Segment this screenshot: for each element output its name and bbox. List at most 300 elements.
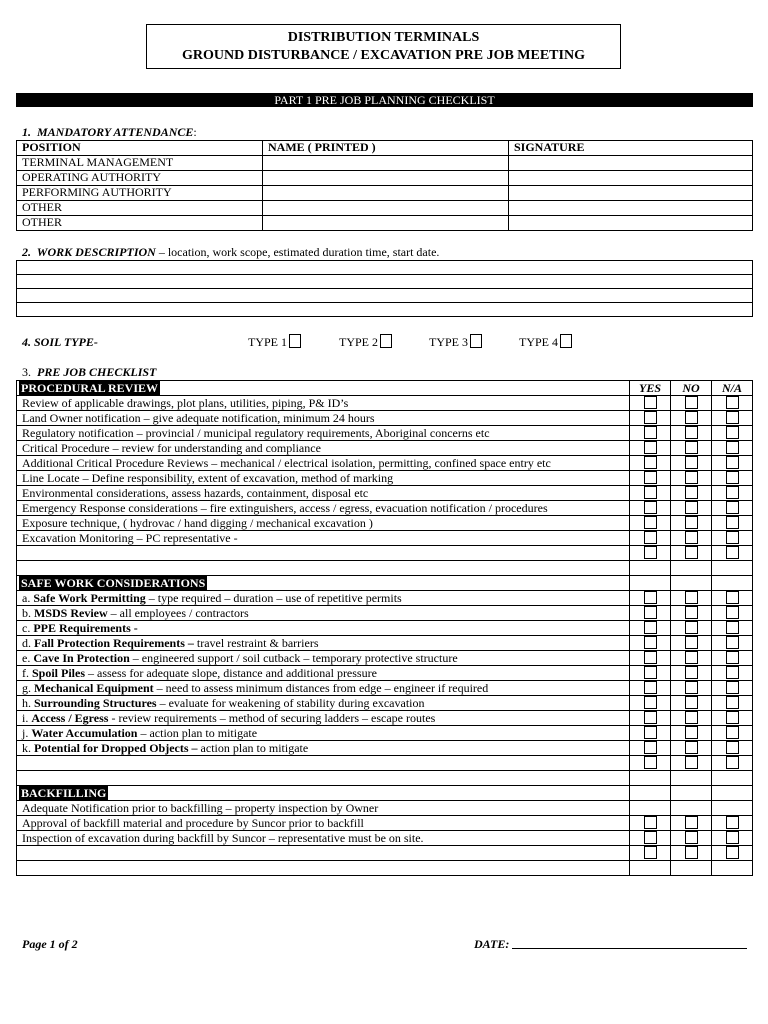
- na-cell: [712, 741, 753, 756]
- yes-cell: [630, 831, 671, 846]
- yes-checkbox[interactable]: [644, 516, 657, 529]
- work-description-title: WORK DESCRIPTION: [36, 245, 156, 259]
- na-checkbox[interactable]: [726, 636, 739, 649]
- yes-cell: [630, 456, 671, 471]
- checklist-item-label: [17, 681, 630, 696]
- no-checkbox[interactable]: [685, 411, 698, 424]
- col-name: NAME ( PRINTED ): [263, 141, 509, 156]
- form-title-line1: DISTRIBUTION TERMINALS: [287, 30, 480, 45]
- name-field[interactable]: [263, 156, 509, 171]
- item-prefix: d.: [22, 636, 34, 650]
- checklist-section-row: [17, 786, 753, 801]
- checklist-item-label: Exposure technique, ( hydrovac / hand digging / mechanical excavation ): [17, 516, 630, 531]
- no-cell: [671, 396, 712, 411]
- yes-cell: [630, 726, 671, 741]
- yes-checkbox[interactable]: [644, 666, 657, 679]
- yes-checkbox[interactable]: [644, 681, 657, 694]
- na-cell: [712, 426, 753, 441]
- work-description-line[interactable]: [17, 261, 753, 275]
- no-checkbox[interactable]: [685, 621, 698, 634]
- checklist-title: PRE JOB CHECKLIST: [37, 365, 157, 379]
- no-checkbox[interactable]: [685, 711, 698, 724]
- item-prefix: f.: [22, 666, 32, 680]
- soil-type-option-3[interactable]: [429, 334, 482, 350]
- yes-checkbox[interactable]: [644, 501, 657, 514]
- na-checkbox[interactable]: [726, 666, 739, 679]
- yes-checkbox[interactable]: [644, 486, 657, 499]
- soil-type-option-label: TYPE 3: [429, 335, 468, 349]
- form-title-line2: GROUND DISTURBANCE / EXCAVATION PRE JOB MEETING: [182, 48, 585, 63]
- work-description-table: [16, 260, 753, 317]
- na-cell: [712, 576, 753, 591]
- no-cell: [671, 411, 712, 426]
- col-na: N/A: [712, 381, 753, 396]
- no-checkbox[interactable]: [685, 516, 698, 529]
- checklist-item-label: Regulatory notification – provincial / municipal regulatory requirements, Aboriginal concerns etc: [17, 426, 630, 441]
- no-cell: [671, 831, 712, 846]
- no-cell: [671, 741, 712, 756]
- na-cell: [712, 816, 753, 831]
- work-description-line[interactable]: [17, 289, 753, 303]
- yes-cell: [630, 651, 671, 666]
- checklist-item-label: Adequate Notification prior to backfilling – property inspection by Owner: [17, 801, 630, 816]
- yes-cell: [630, 801, 671, 816]
- yes-checkbox[interactable]: [644, 471, 657, 484]
- na-checkbox[interactable]: [726, 681, 739, 694]
- checklist-item-label: Land Owner notification – give adequate notification, minimum 24 hours: [17, 411, 630, 426]
- item-bold-text: Fall Protection Requirements –: [34, 636, 194, 650]
- signature-field[interactable]: [509, 216, 753, 231]
- form-title-box: [146, 24, 621, 69]
- no-cell: [671, 846, 712, 861]
- no-checkbox[interactable]: [685, 741, 698, 754]
- checklist-spacer-row: [17, 561, 753, 576]
- yes-checkbox[interactable]: [644, 711, 657, 724]
- yes-checkbox[interactable]: [644, 606, 657, 619]
- checklist-item-label: [17, 606, 630, 621]
- yes-cell: [630, 621, 671, 636]
- work-description-line[interactable]: [17, 303, 753, 317]
- na-cell: [712, 501, 753, 516]
- checklist-item-row: [17, 456, 753, 471]
- na-checkbox[interactable]: [726, 711, 739, 724]
- no-checkbox[interactable]: [685, 696, 698, 709]
- na-cell: [712, 711, 753, 726]
- yes-checkbox[interactable]: [644, 696, 657, 709]
- yes-cell: [630, 591, 671, 606]
- yes-checkbox[interactable]: [644, 426, 657, 439]
- na-cell: [712, 831, 753, 846]
- checklist-item-label: [17, 666, 630, 681]
- item-bold-text: Access / Egress: [31, 711, 109, 725]
- na-checkbox[interactable]: [726, 546, 739, 559]
- checklist-section-row: [17, 381, 753, 396]
- no-cell: [671, 546, 712, 561]
- section-title-cell: [17, 576, 630, 591]
- checklist-item-row: [17, 651, 753, 666]
- yes-cell: [630, 471, 671, 486]
- checklist-item-label: [17, 636, 630, 651]
- no-checkbox[interactable]: [685, 726, 698, 739]
- name-field[interactable]: [263, 216, 509, 231]
- soil-type-row: [22, 334, 752, 350]
- no-checkbox[interactable]: [685, 816, 698, 829]
- attendance-title: MANDATORY ATTENDANCE: [37, 125, 194, 139]
- checklist-item-row: [17, 396, 753, 411]
- na-cell: [712, 486, 753, 501]
- no-checkbox[interactable]: [685, 756, 698, 769]
- na-cell: [712, 591, 753, 606]
- na-checkbox[interactable]: [726, 531, 739, 544]
- name-field[interactable]: [263, 201, 509, 216]
- spacer-cell: [17, 771, 630, 786]
- checklist-item-row: [17, 621, 753, 636]
- no-cell: [671, 816, 712, 831]
- na-cell: [712, 666, 753, 681]
- yes-cell: [630, 816, 671, 831]
- checklist-spacer-row: [17, 771, 753, 786]
- na-checkbox[interactable]: [726, 831, 739, 844]
- na-cell: [712, 801, 753, 816]
- yes-checkbox[interactable]: [644, 726, 657, 739]
- soil-type-option-4[interactable]: [519, 334, 572, 350]
- blank-cell: [17, 861, 630, 876]
- no-cell: [671, 666, 712, 681]
- na-cell: [712, 411, 753, 426]
- yes-checkbox[interactable]: [644, 411, 657, 424]
- yes-cell: [630, 606, 671, 621]
- na-checkbox[interactable]: [726, 756, 739, 769]
- no-cell: [671, 771, 712, 786]
- checklist-item-row: [17, 531, 753, 546]
- na-cell: [712, 546, 753, 561]
- na-checkbox[interactable]: [726, 501, 739, 514]
- name-field[interactable]: [263, 171, 509, 186]
- checkbox[interactable]: [380, 334, 392, 348]
- soil-type-option-2[interactable]: [339, 334, 392, 350]
- checklist-number: 3.: [22, 365, 31, 379]
- no-checkbox[interactable]: [685, 606, 698, 619]
- checkbox[interactable]: [289, 334, 301, 348]
- item-bold-text: Water Accumulation: [31, 726, 138, 740]
- checklist-item-row: [17, 606, 753, 621]
- section-title: BACKFILLING: [17, 786, 108, 800]
- na-cell: [712, 396, 753, 411]
- na-cell: [712, 786, 753, 801]
- attendance-colon: :: [193, 125, 197, 139]
- item-rest-text: – engineered support / soil cutback – temporary protective structure: [129, 651, 458, 665]
- checklist-item-label: Additional Critical Procedure Reviews – mechanical / electrical isolation, permitting, confined space entry etc: [17, 456, 630, 471]
- date-label: DATE:: [474, 937, 510, 951]
- work-description-number: 2.: [22, 245, 31, 259]
- no-cell: [671, 561, 712, 576]
- item-rest-text: – assess for adequate slope, distance and additional pressure: [85, 666, 377, 680]
- checklist-item-label: [17, 651, 630, 666]
- spacer-cell: [17, 561, 630, 576]
- na-checkbox[interactable]: [726, 741, 739, 754]
- section-title-cell: [17, 786, 630, 801]
- checklist-item-row: [17, 726, 753, 741]
- no-cell: [671, 531, 712, 546]
- yes-checkbox[interactable]: [644, 846, 657, 859]
- no-cell: [671, 456, 712, 471]
- checklist-item-row: [17, 636, 753, 651]
- signature-field[interactable]: [509, 201, 753, 216]
- col-no: NO: [671, 381, 712, 396]
- yes-checkbox[interactable]: [644, 396, 657, 409]
- na-cell: [712, 516, 753, 531]
- no-checkbox[interactable]: [685, 681, 698, 694]
- na-cell: [712, 606, 753, 621]
- soil-type-option-label: TYPE 2: [339, 335, 378, 349]
- checklist-item-row: [17, 816, 753, 831]
- na-checkbox[interactable]: [726, 696, 739, 709]
- no-cell: [671, 756, 712, 771]
- item-bold-text: PPE Requirements -: [33, 621, 138, 635]
- na-checkbox[interactable]: [726, 411, 739, 424]
- na-cell: [712, 696, 753, 711]
- no-checkbox[interactable]: [685, 531, 698, 544]
- yes-cell: [630, 681, 671, 696]
- na-checkbox[interactable]: [726, 441, 739, 454]
- attendance-row: [17, 171, 753, 186]
- signature-field[interactable]: [509, 171, 753, 186]
- yes-checkbox[interactable]: [644, 546, 657, 559]
- na-cell: [712, 861, 753, 876]
- item-rest-text: - review requirements – method of securing ladders – escape routes: [108, 711, 436, 725]
- soil-type-label: 4. SOIL TYPE-: [22, 335, 98, 349]
- attendance-row: [17, 156, 753, 171]
- yes-cell: [630, 411, 671, 426]
- item-prefix: k.: [22, 741, 34, 755]
- no-cell: [671, 621, 712, 636]
- yes-cell: [630, 861, 671, 876]
- checklist-blank-row: [17, 546, 753, 561]
- checklist-item-label: Emergency Response considerations – fire extinguishers, access / egress, evacuation notification / procedures: [17, 501, 630, 516]
- item-prefix: b.: [22, 606, 34, 620]
- no-checkbox[interactable]: [685, 471, 698, 484]
- checklist-item-label: Excavation Monitoring – PC representative -: [17, 531, 630, 546]
- signature-field[interactable]: [509, 186, 753, 201]
- checklist-item-row: [17, 696, 753, 711]
- attendance-header-row: [17, 141, 753, 156]
- yes-checkbox[interactable]: [644, 831, 657, 844]
- item-bold-text: Spoil Piles: [32, 666, 86, 680]
- na-checkbox[interactable]: [726, 816, 739, 829]
- checkbox[interactable]: [470, 334, 482, 348]
- attendance-position: TERMINAL MANAGEMENT: [17, 156, 263, 171]
- na-checkbox[interactable]: [726, 621, 739, 634]
- item-rest-text: – all employees / contractors: [107, 606, 249, 620]
- col-position: POSITION: [17, 141, 263, 156]
- checklist-item-label: Inspection of excavation during backfill by Suncor – representative must be on site.: [17, 831, 630, 846]
- soil-type-option-label: TYPE 4: [519, 335, 558, 349]
- soil-type-option-1[interactable]: [248, 334, 301, 350]
- checklist-item-label: Line Locate – Define responsibility, extent of excavation, method of marking: [17, 471, 630, 486]
- na-checkbox[interactable]: [726, 516, 739, 529]
- no-checkbox[interactable]: [685, 651, 698, 664]
- checklist-blank-row: [17, 861, 753, 876]
- no-cell: [671, 441, 712, 456]
- yes-checkbox[interactable]: [644, 456, 657, 469]
- checklist-item-label: [17, 591, 630, 606]
- yes-checkbox[interactable]: [644, 636, 657, 649]
- na-checkbox[interactable]: [726, 846, 739, 859]
- checklist-item-row: [17, 411, 753, 426]
- item-bold-text: Potential for Dropped Objects –: [34, 741, 198, 755]
- item-prefix: a.: [22, 591, 34, 605]
- no-cell: [671, 726, 712, 741]
- item-rest-text: – need to assess minimum distances from edge – engineer if required: [153, 681, 489, 695]
- na-checkbox[interactable]: [726, 471, 739, 484]
- no-cell: [671, 501, 712, 516]
- section-title: SAFE WORK CONSIDERATIONS: [17, 576, 207, 590]
- work-description-heading: [22, 245, 439, 259]
- na-cell: [712, 681, 753, 696]
- checklist-item-label: [17, 696, 630, 711]
- no-cell: [671, 861, 712, 876]
- no-cell: [671, 576, 712, 591]
- yes-cell: [630, 771, 671, 786]
- pre-job-checklist-table: [16, 380, 753, 876]
- na-checkbox[interactable]: [726, 726, 739, 739]
- item-bold-text: Cave In Protection: [33, 651, 130, 665]
- no-checkbox[interactable]: [685, 666, 698, 679]
- yes-cell: [630, 561, 671, 576]
- checklist-item-row: [17, 831, 753, 846]
- no-checkbox[interactable]: [685, 426, 698, 439]
- item-rest-text: – evaluate for weakening of stability during excavation: [156, 696, 425, 710]
- checklist-item-row: [17, 516, 753, 531]
- no-cell: [671, 801, 712, 816]
- checklist-item-row: [17, 486, 753, 501]
- checklist-item-label: Approval of backfill material and procedure by Suncor prior to backfill: [17, 816, 630, 831]
- work-description-line[interactable]: [17, 275, 753, 289]
- no-cell: [671, 681, 712, 696]
- na-checkbox[interactable]: [726, 456, 739, 469]
- checklist-blank-row: [17, 756, 753, 771]
- date-field[interactable]: [512, 948, 747, 949]
- no-checkbox[interactable]: [685, 456, 698, 469]
- attendance-position: OTHER: [17, 216, 263, 231]
- attendance-row: [17, 201, 753, 216]
- na-checkbox[interactable]: [726, 396, 739, 409]
- na-cell: [712, 726, 753, 741]
- checklist-item-label: Environmental considerations, assess hazards, containment, disposal etc: [17, 486, 630, 501]
- yes-checkbox[interactable]: [644, 756, 657, 769]
- yes-checkbox[interactable]: [644, 621, 657, 634]
- attendance-row: [17, 216, 753, 231]
- checklist-item-label: [17, 741, 630, 756]
- blank-cell: [17, 846, 630, 861]
- na-checkbox[interactable]: [726, 426, 739, 439]
- checklist-item-row: [17, 741, 753, 756]
- item-bold-text: Surrounding Structures: [34, 696, 157, 710]
- yes-checkbox[interactable]: [644, 441, 657, 454]
- no-cell: [671, 606, 712, 621]
- page-number: Page 1 of 2: [22, 937, 78, 951]
- na-cell: [712, 471, 753, 486]
- na-cell: [712, 846, 753, 861]
- blank-cell: [17, 756, 630, 771]
- no-cell: [671, 486, 712, 501]
- checklist-item-label: [17, 621, 630, 636]
- no-checkbox[interactable]: [685, 441, 698, 454]
- section-title-cell: [17, 381, 630, 396]
- item-prefix: h.: [22, 696, 34, 710]
- item-rest-text: – action plan to mitigate: [137, 726, 258, 740]
- checklist-item-label: Review of applicable drawings, plot plans, utilities, piping, P& ID’s: [17, 396, 630, 411]
- item-bold-text: MSDS Review: [34, 606, 108, 620]
- checklist-item-label: Critical Procedure – review for understanding and compliance: [17, 441, 630, 456]
- no-checkbox[interactable]: [685, 546, 698, 559]
- item-prefix: e.: [22, 651, 34, 665]
- checklist-item-label: [17, 711, 630, 726]
- checklist-section-row: [17, 576, 753, 591]
- no-cell: [671, 426, 712, 441]
- attendance-position: PERFORMING AUTHORITY: [17, 186, 263, 201]
- no-cell: [671, 636, 712, 651]
- no-checkbox[interactable]: [685, 396, 698, 409]
- item-rest-text: action plan to mitigate: [197, 741, 309, 755]
- signature-field[interactable]: [509, 156, 753, 171]
- checklist-item-row: [17, 801, 753, 816]
- attendance-heading: [22, 125, 197, 139]
- yes-checkbox[interactable]: [644, 741, 657, 754]
- na-cell: [712, 456, 753, 471]
- checklist-item-row: [17, 666, 753, 681]
- yes-cell: [630, 576, 671, 591]
- item-bold-text: Safe Work Permitting: [33, 591, 146, 605]
- item-prefix: j.: [22, 726, 32, 740]
- attendance-table: [16, 140, 753, 231]
- yes-cell: [630, 426, 671, 441]
- attendance-position: OPERATING AUTHORITY: [17, 171, 263, 186]
- no-checkbox[interactable]: [685, 486, 698, 499]
- yes-cell: [630, 486, 671, 501]
- na-checkbox[interactable]: [726, 651, 739, 664]
- no-checkbox[interactable]: [685, 591, 698, 604]
- section-title: PROCEDURAL REVIEW: [17, 381, 160, 395]
- no-checkbox[interactable]: [685, 636, 698, 649]
- yes-checkbox[interactable]: [644, 531, 657, 544]
- name-field[interactable]: [263, 186, 509, 201]
- no-checkbox[interactable]: [685, 831, 698, 844]
- checklist-item-row: [17, 426, 753, 441]
- no-checkbox[interactable]: [685, 846, 698, 859]
- yes-checkbox[interactable]: [644, 816, 657, 829]
- yes-checkbox[interactable]: [644, 651, 657, 664]
- checklist-item-row: [17, 681, 753, 696]
- yes-cell: [630, 516, 671, 531]
- yes-cell: [630, 711, 671, 726]
- na-checkbox[interactable]: [726, 606, 739, 619]
- na-cell: [712, 531, 753, 546]
- yes-checkbox[interactable]: [644, 591, 657, 604]
- yes-cell: [630, 666, 671, 681]
- na-checkbox[interactable]: [726, 591, 739, 604]
- checkbox[interactable]: [560, 334, 572, 348]
- no-cell: [671, 651, 712, 666]
- na-cell: [712, 621, 753, 636]
- na-checkbox[interactable]: [726, 486, 739, 499]
- no-checkbox[interactable]: [685, 501, 698, 514]
- attendance-position: OTHER: [17, 201, 263, 216]
- no-cell: [671, 786, 712, 801]
- item-prefix: i.: [22, 711, 32, 725]
- yes-cell: [630, 396, 671, 411]
- na-cell: [712, 756, 753, 771]
